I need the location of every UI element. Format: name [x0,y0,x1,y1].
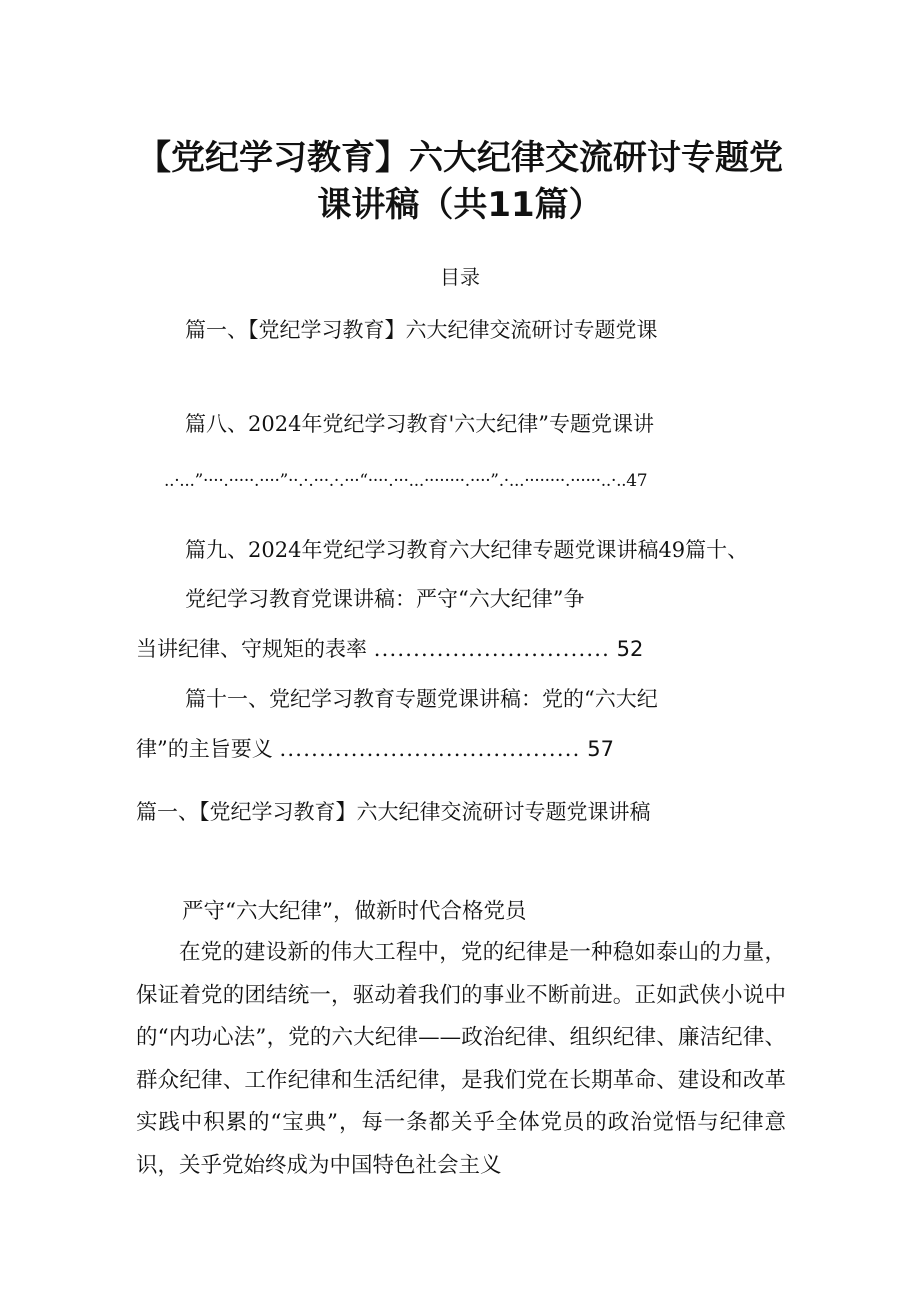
toc-entry-11-line-1[interactable]: 篇十一、党纪学习教育专题党课讲稿：党的“六大纪 [185,687,658,711]
toc-entry-9[interactable]: 篇九、2024年党纪学习教育六大纪律专题党课讲稿49篇十、 [185,538,749,562]
toc-entry-11-line-2[interactable] [136,733,614,765]
section-heading: 篇一、【党纪学习教育】六大纪律交流研讨专题党课讲稿 [136,800,651,824]
body-paragraph: 在党的建设新的伟大工程中，党的纪律是一种稳如泰山的力量，保证着党的团结统一，驱动着我们的事业不断前进。正如武侠小说中的“内功心法”，党的六大纪律——政治纪律、组织纪律、廉洁纪律、群众纪律、工作纪律和生活纪律，是我们党在长期革命、建设和改革实践中积累的“宝典”，每一条都关乎全体党员的政治觉悟与纪律意识，关乎党始终成为中国特色社会主义 [136,940,786,1178]
toc-entry-11-leader: ...................................... [279,737,581,761]
toc-entry-10-line-1[interactable]: 党纪学习教育党课讲稿：严守“六大纪律”争 [185,587,585,611]
toc-entry-11-page: 57 [587,737,615,761]
toc-entry-10-leader: .............................. [373,637,610,661]
toc-heading: 目录 [440,265,480,289]
toc-entry-1[interactable]: 篇一、【党纪学习教育】六大纪律交流研讨专题党课 [185,318,658,342]
document-title-line-2: 课讲稿（共11篇） [317,185,603,225]
toc-entry-10-page: 52 [616,637,644,661]
document-title-line-1: 【党纪学习教育】六大纪律交流研讨专题党 [137,138,783,178]
toc-entry-10-line-2[interactable] [136,633,643,665]
toc-entry-8-leader: ..·...”····.·····.····”··.·.···.·.···“····.···...········.····”.·...········.······..·..47 [164,471,648,491]
toc-entry-10-text: 当讲纪律、守规矩的表率 [136,637,367,661]
toc-entry-8[interactable]: 篇八、2024年党纪学习教育'六大纪律”专题党课讲 [185,412,654,436]
toc-entry-11-text: 律”的主旨要义 [136,737,273,761]
section-subheading: 严守“六大纪律”，做新时代合格党员 [182,899,527,924]
